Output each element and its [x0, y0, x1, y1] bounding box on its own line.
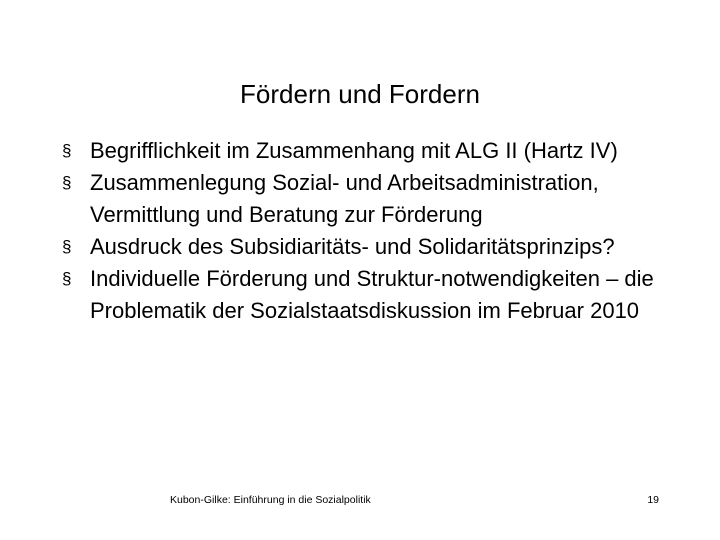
section-sign-bullet-icon: § — [62, 173, 72, 192]
page-number: 19 — [647, 494, 659, 506]
bullet-text: Zusammenlegung Sozial- und Arbeitsadministration, Vermittlung und Beratung zur Förderung — [90, 170, 599, 227]
section-sign-bullet-icon: § — [62, 141, 72, 160]
bullet-text: Individuelle Förderung und Struktur-notwendigkeiten – die Problematik der Sozialstaatsdiskussion im Februar 2010 — [90, 266, 654, 323]
list-item — [62, 135, 662, 167]
slide-footer: Kubon-Gilke: Einführung in die Sozialpolitik — [170, 494, 371, 506]
bullet-list — [62, 135, 662, 327]
bullet-text: Ausdruck des Subsidiaritäts- und Solidaritätsprinzips? — [90, 234, 615, 259]
slide-title: Fördern und Fordern — [240, 79, 480, 109]
section-sign-bullet-icon: § — [62, 269, 72, 288]
list-item — [62, 167, 662, 231]
section-sign-bullet-icon: § — [62, 237, 72, 256]
list-item — [62, 263, 662, 327]
bullet-text: Begrifflichkeit im Zusammenhang mit ALG II (Hartz IV) — [90, 138, 618, 163]
list-item — [62, 231, 662, 263]
